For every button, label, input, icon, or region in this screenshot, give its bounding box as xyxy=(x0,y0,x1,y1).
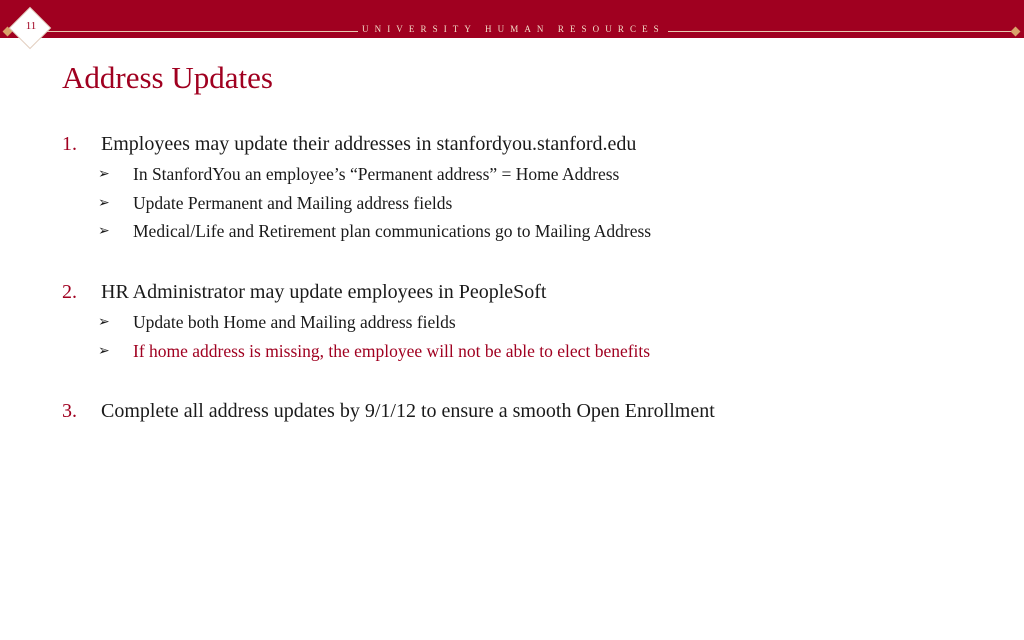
arrow-bullet-icon: ➢ xyxy=(98,166,110,182)
diamond-ornament-icon xyxy=(1011,27,1021,37)
header-banner xyxy=(0,0,1024,38)
list-item-text: HR Administrator may update employees in PeopleSoft xyxy=(101,281,547,303)
bullet-text-warning: If home address is missing, the employee will not be able to elect benefits xyxy=(133,341,651,361)
list-item-text: Complete all address updates by 9/1/12 to ensure a smooth Open Enrollment xyxy=(101,400,715,422)
banner-title: UNIVERSITY HUMAN RESOURCES xyxy=(362,24,665,34)
arrow-bullet-icon: ➢ xyxy=(98,343,110,359)
list-number: 3. xyxy=(62,400,77,422)
list-item-text: Employees may update their addresses in stanfordyou.stanford.edu xyxy=(101,133,637,155)
list-number: 1. xyxy=(62,133,77,155)
list-number: 2. xyxy=(62,281,77,303)
bullet-text: Update Permanent and Mailing address fields xyxy=(133,193,453,213)
banner-rule-right xyxy=(668,31,1014,32)
bullet-text: Medical/Life and Retirement plan communications go to Mailing Address xyxy=(133,221,652,241)
arrow-bullet-icon: ➢ xyxy=(98,223,110,239)
slide-title: Address Updates xyxy=(62,60,273,95)
arrow-bullet-icon: ➢ xyxy=(98,195,110,211)
bullet-text: In StanfordYou an employee’s “Permanent address” = Home Address xyxy=(133,164,620,184)
bullet-text: Update both Home and Mailing address fields xyxy=(133,312,456,332)
arrow-bullet-icon: ➢ xyxy=(98,314,110,330)
page-number: 11 xyxy=(25,20,37,32)
banner-rule-left xyxy=(40,31,358,32)
